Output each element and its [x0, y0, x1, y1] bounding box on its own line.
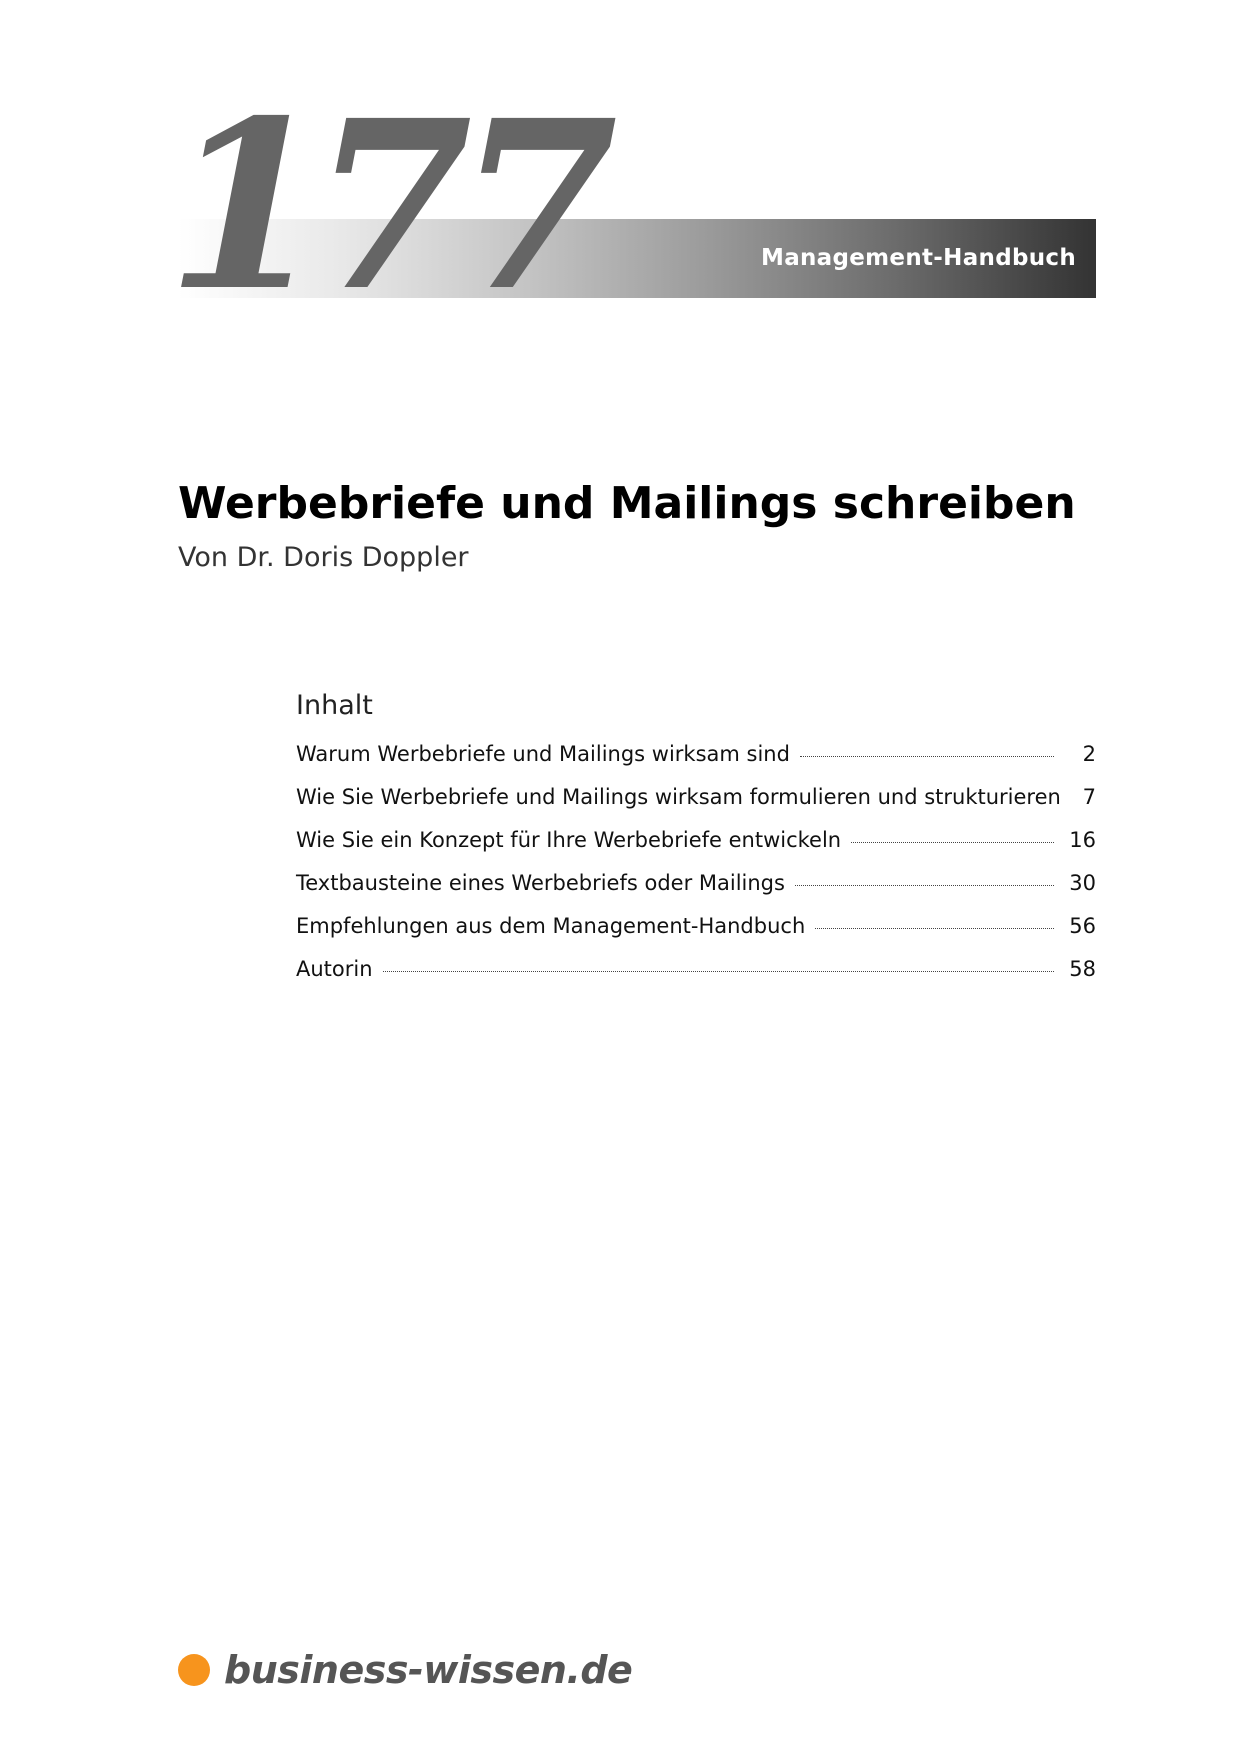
table-of-contents	[296, 688, 1096, 1000]
toc-entry[interactable]	[296, 914, 1096, 957]
toc-page-number: 16	[1069, 828, 1096, 852]
toc-entry-title: Empfehlungen aus dem Management-Handbuch	[296, 914, 806, 938]
orange-dot-icon	[178, 1654, 210, 1686]
toc-dot-leader	[1061, 799, 1071, 800]
toc-entry[interactable]	[296, 828, 1096, 871]
toc-heading: Inhalt	[296, 690, 373, 721]
toc-entry-title: Textbausteine eines Werbebriefs oder Mailings	[296, 871, 785, 895]
document-author: Von Dr. Doris Doppler	[178, 542, 469, 573]
toc-dot-leader	[383, 971, 1054, 972]
toc-entry[interactable]	[296, 742, 1096, 785]
toc-list	[296, 742, 1096, 1000]
toc-dot-leader	[795, 885, 1054, 886]
toc-dot-leader	[800, 756, 1054, 757]
toc-entry[interactable]	[296, 871, 1096, 914]
publisher-logo	[178, 1648, 632, 1692]
series-label: Management-Handbuch	[761, 245, 1076, 271]
toc-page-number: 56	[1069, 914, 1096, 938]
toc-entry-title: Autorin	[296, 957, 373, 981]
toc-page-number: 58	[1069, 957, 1096, 981]
toc-entry[interactable]	[296, 957, 1096, 1000]
toc-entry-title: Warum Werbebriefe und Mailings wirksam sind	[296, 742, 790, 766]
toc-entry-title: Wie Sie ein Konzept für Ihre Werbebriefe entwickeln	[296, 828, 842, 852]
toc-page-number: 2	[1082, 742, 1096, 766]
issue-number: 177	[166, 69, 603, 342]
toc-entry[interactable]	[296, 785, 1096, 828]
toc-page-number: 30	[1069, 871, 1096, 895]
toc-dot-leader	[815, 928, 1054, 929]
toc-page-number: 7	[1082, 785, 1096, 809]
toc-dot-leader	[851, 842, 1054, 843]
document-title: Werbebriefe und Mailings schreiben	[178, 478, 1076, 529]
toc-entry-title: Wie Sie Werbebriefe und Mailings wirksam formulieren und strukturieren	[296, 785, 1061, 809]
publisher-brand: business-wissen.de	[224, 1648, 633, 1692]
